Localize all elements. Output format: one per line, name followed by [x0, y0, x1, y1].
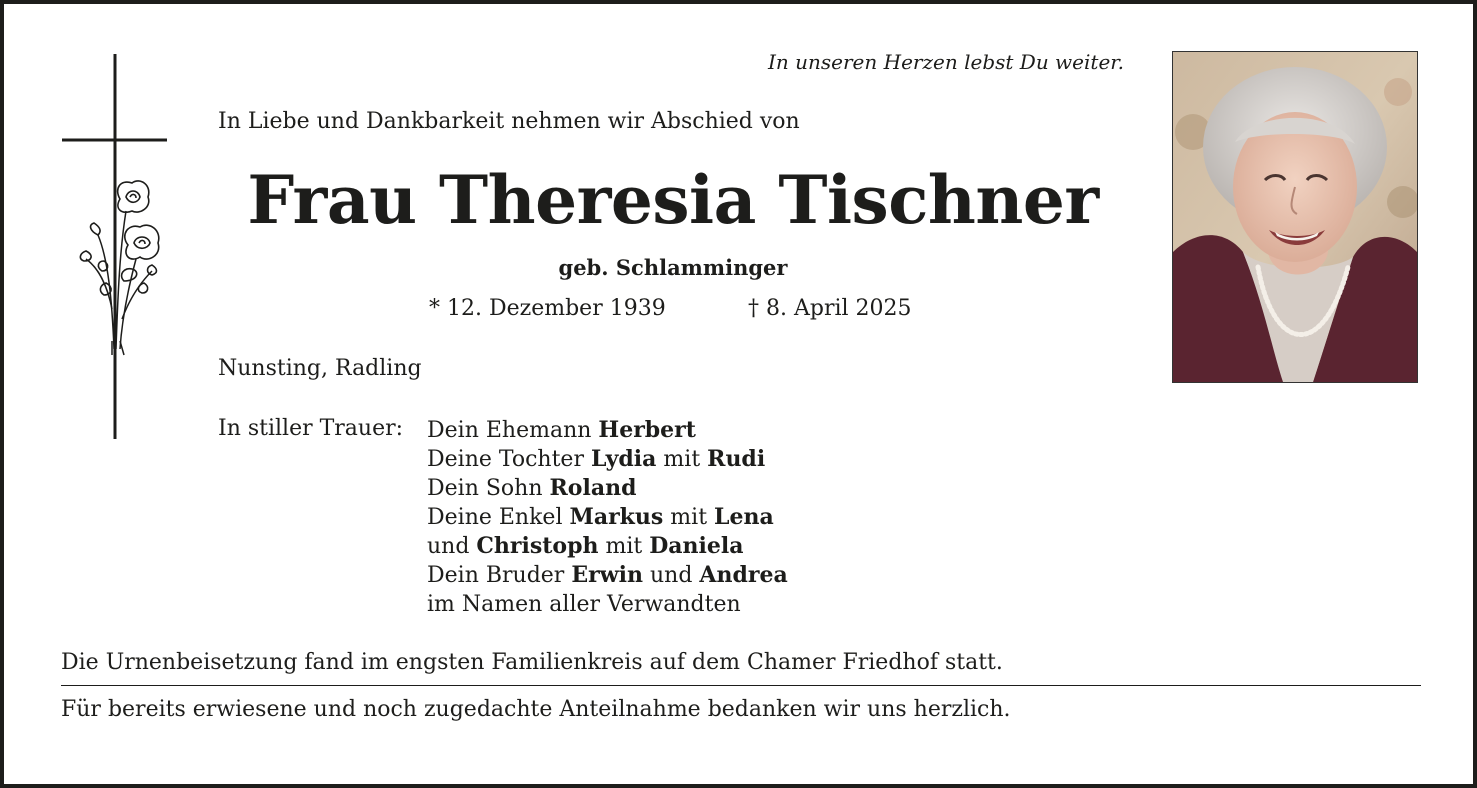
mourner-line [427, 561, 788, 590]
mourner-relation: mit [598, 534, 650, 559]
mourner-relation: mit [663, 505, 715, 530]
mourner-name: Lydia [590, 446, 657, 472]
mourner-relation: Dein Sohn [427, 476, 550, 501]
maiden-name: geb. Schlamminger [558, 255, 788, 280]
mourner-line [427, 503, 788, 532]
thanks-note: Für bereits erwiesene und noch zugedachte Anteilnahme bedanken wir uns herzlich. [61, 697, 1011, 722]
mourner-name: Roland [549, 475, 637, 501]
mourner-name: Lena [714, 504, 774, 530]
mourner-name: Herbert [598, 417, 696, 443]
deceased-name: Frau Theresia Tischner [247, 161, 1099, 239]
mourner-relation: im Namen aller Verwandten [427, 592, 741, 617]
mourner-name: Andrea [699, 562, 788, 588]
mourner-relation: mit [656, 447, 708, 472]
mourner-name: Markus [569, 504, 664, 530]
mourner-name: Christoph [476, 533, 599, 559]
mourner-relation: und [642, 563, 700, 588]
residence-place: Nunsting, Radling [218, 356, 422, 381]
mourner-relation: Dein Ehemann [427, 418, 599, 443]
epigraph-quote: In unseren Herzen lebst Du weiter. [768, 50, 1124, 74]
mourner-relation: Deine Enkel [427, 505, 570, 530]
mourner-relation: und [427, 534, 477, 559]
death-date: † 8. April 2025 [748, 296, 912, 321]
mourner-name: Rudi [707, 446, 766, 472]
mourner-line [427, 590, 788, 619]
mourner-line [427, 445, 788, 474]
mourner-line [427, 474, 788, 503]
divider [61, 685, 1421, 686]
mourner-name: Erwin [571, 562, 643, 588]
mourner-name: Daniela [649, 533, 744, 559]
mourner-relation: Deine Tochter [427, 447, 591, 472]
intro-text: In Liebe und Dankbarkeit nehmen wir Abschied von [218, 109, 800, 134]
mourner-line [427, 532, 788, 561]
burial-notice: Die Urnenbeisetzung fand im engsten Familienkreis auf dem Chamer Friedhof statt. [61, 650, 1003, 675]
cross-with-roses-icon [54, 49, 174, 439]
mourners-label: In stiller Trauer: [218, 416, 404, 441]
portrait-photo [1172, 51, 1418, 383]
mourner-line [427, 416, 788, 445]
mourners-list [427, 416, 788, 619]
birth-date: * 12. Dezember 1939 [429, 296, 666, 321]
mourner-relation: Dein Bruder [427, 563, 572, 588]
